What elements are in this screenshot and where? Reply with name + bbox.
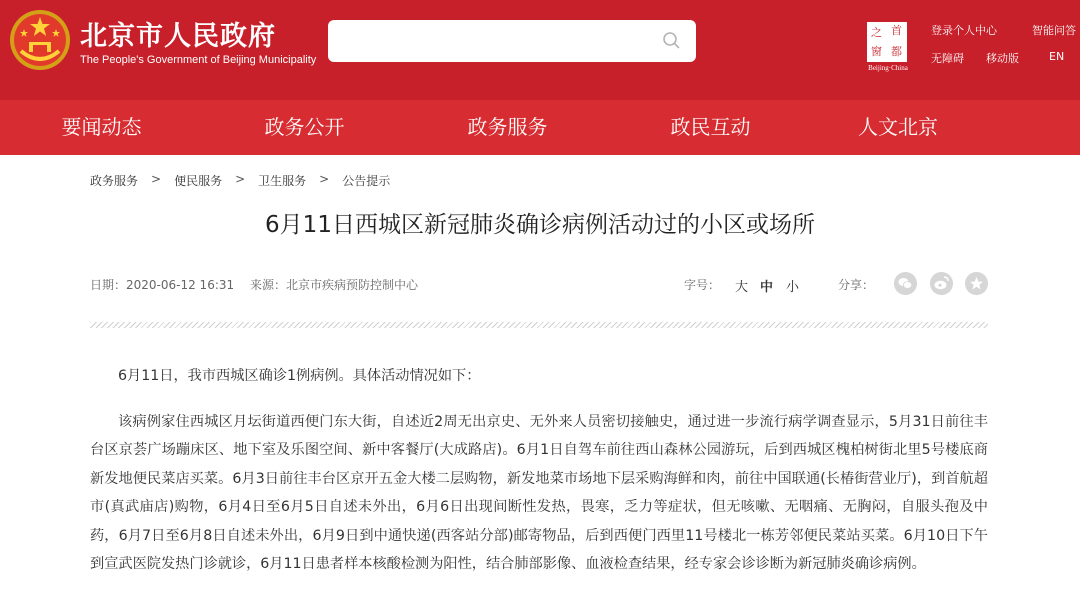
font-size-medium-button[interactable]: 中 [760,280,774,295]
article-source: 来源：北京市疾病预防控制中心 [250,278,419,292]
nav-item-gov-affairs[interactable]: 政务公开 [264,115,345,139]
nav-item-news[interactable]: 要闻动态 [61,115,142,139]
logo-char: 首 [891,24,902,37]
english-link[interactable]: EN [1049,50,1065,63]
site-header [0,0,1080,100]
accessibility-link[interactable]: 无障碍 [931,52,964,65]
logo-char: 都 [891,45,902,58]
article-paragraph: 该病例家住西城区月坛街道西便门东大街，自述近2周无出京史、无外来人员密切接触史，通过进一步流行病学调查显示，5月31日前往丰台区京荟广场蹦床区、地下室及乐图空间、新中客餐厅(大成路店)。6月1日自驾车前往西山森林公园游玩，后到西城区槐柏树街北里5号楼底商新发地便民菜店买菜。6月3日前往丰台区京开五金大楼二层购物，新发地菜市场地下层采购海鲜和肉，前往中国联通(长椿街营业厅)，到首航超市(真武庙店)购物，6月4日至6月5日自述未外出，6月6日出现间断性发热，畏寒，乏力等症状，但无咳嗽、无咽痛、无胸闷，自服头孢及中药，6月7日至6月8日自述未外出，6月9日到中通快递(西客站分部)邮寄物品，后到西便门西里11号楼北一栋芳邻便民菜站买菜。6月10日下午到宣武医院发热门诊就诊，6月11日患者样本核酸检测为阳性，结合肺部影像、血液检查结果，经专家会诊诊断为新冠肺炎确诊病例。 [90,414,988,573]
font-size-large-button[interactable]: 大 [735,280,749,295]
breadcrumb-separator: > [235,172,246,186]
nav-item-interaction[interactable]: 政民互动 [670,115,751,139]
nav-item-gov-services[interactable]: 政务服务 [467,115,548,139]
login-link[interactable]: 登录个人中心 [931,24,997,37]
logo-char: 窗 [871,45,882,58]
breadcrumb-item[interactable]: 政务服务 [90,174,139,188]
article-title: 6月11日西城区新冠肺炎确诊病例活动过的小区或场所 [265,212,815,238]
hatched-divider [90,322,988,328]
favorite-star-icon[interactable] [965,272,988,295]
breadcrumb-item[interactable]: 卫生服务 [258,174,307,188]
article-date: 日期：2020-06-12 16:31 [90,278,235,292]
search-input[interactable] [328,20,696,62]
site-title[interactable]: 北京市人民政府 [80,21,276,52]
breadcrumb-item[interactable]: 公告提示 [342,174,391,188]
share-label: 分享： [838,278,875,292]
national-emblem-icon[interactable] [9,9,71,71]
capital-window-logo[interactable] [862,18,914,72]
logo-caption: Beijing·China [868,64,908,72]
main-nav [0,100,1080,155]
logo-frame [865,20,909,64]
nav-item-culture[interactable]: 人文北京 [858,115,938,139]
search-icon[interactable] [662,31,682,51]
breadcrumb-item[interactable]: 便民服务 [174,174,223,188]
weibo-icon[interactable] [930,272,953,295]
font-size-label: 字号： [684,278,721,292]
logo-char: 之 [871,26,882,39]
smart-qa-link[interactable]: 智能问答 [1032,24,1076,37]
site-subtitle: The People's Government of Beijing Municipality [80,54,317,66]
breadcrumb [90,172,390,189]
wechat-icon[interactable] [894,272,917,295]
breadcrumb-separator: > [319,172,330,186]
mobile-version-link[interactable]: 移动版 [986,52,1019,65]
breadcrumb-separator: > [151,172,162,186]
article-paragraph: 6月11日，我市西城区确诊1例病例。具体活动情况如下： [118,368,481,384]
font-size-small-button[interactable]: 小 [786,280,800,295]
